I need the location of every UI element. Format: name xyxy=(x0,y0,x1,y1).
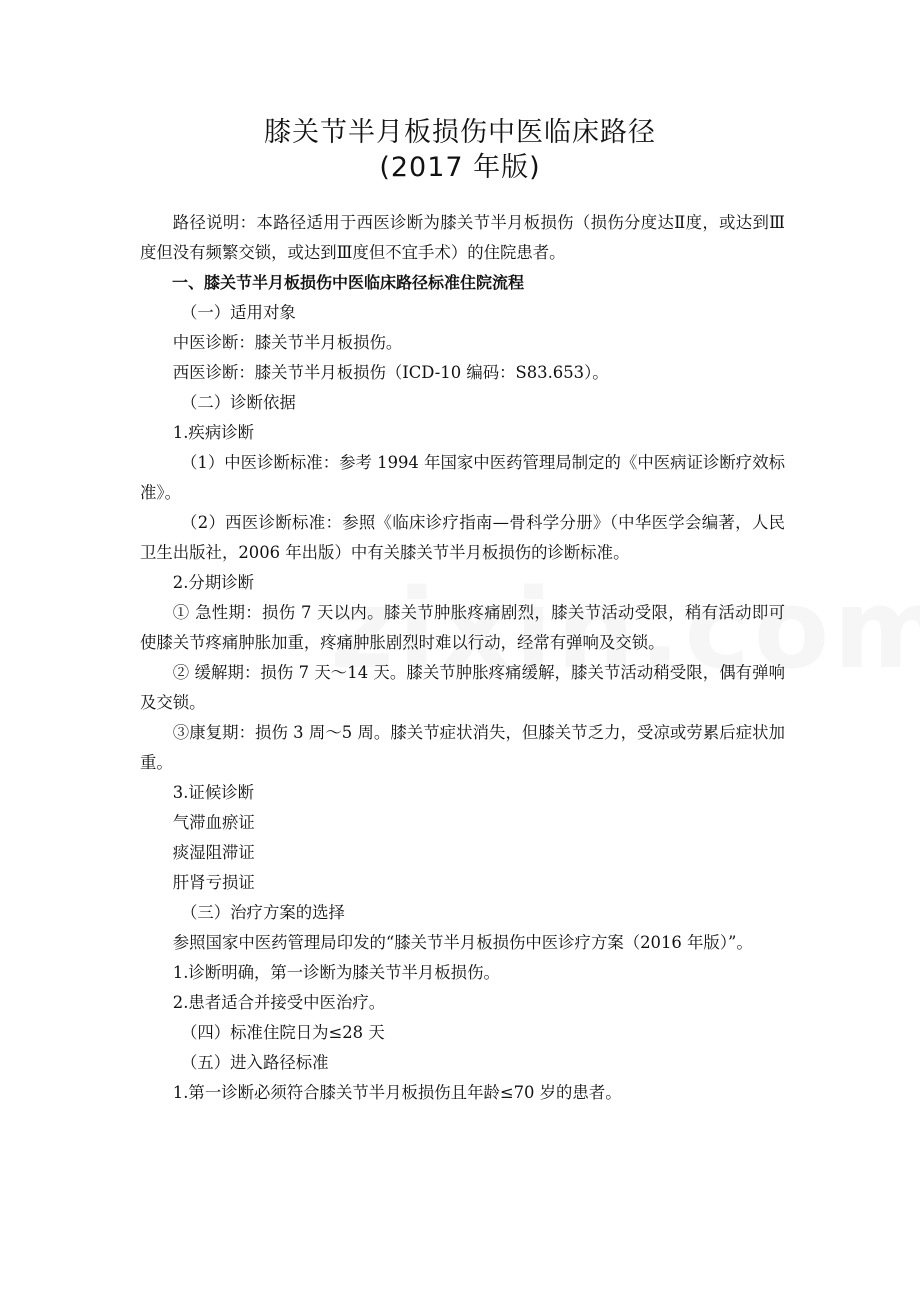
paragraph: 2.分期诊断 xyxy=(172,573,254,592)
paragraph: 中医诊断：膝关节半月板损伤。 xyxy=(172,333,403,352)
section-heading: 一、膝关节半月板损伤中医临床路径标准住院流程 xyxy=(172,273,525,292)
paragraph: 3.证候诊断 xyxy=(172,783,254,802)
paragraph: 痰湿阻滞证 xyxy=(172,843,255,862)
paragraph: （2）西医诊断标准：参照《临床诊疗指南—骨科学分册》（中华医学会编著，人民卫生出版社，2006 年出版）中有关膝关节半月板损伤的诊断标准。 xyxy=(140,513,785,562)
paragraph: 路径说明：本路径适用于西医诊断为膝关节半月板损伤（损伤分度达Ⅱ度，或达到Ⅲ度但没有频繁交锁，或达到Ⅲ度但不宜手术）的住院患者。 xyxy=(140,213,785,262)
paragraph: （三）治疗方案的选择 xyxy=(181,903,345,922)
paragraph: 1.第一诊断必须符合膝关节半月板损伤且年龄≤70 岁的患者。 xyxy=(172,1083,622,1102)
paragraph: 1.疾病诊断 xyxy=(172,423,254,442)
paragraph: 参照国家中医药管理局印发的“膝关节半月板损伤中医诊疗方案（2016 年版）”。 xyxy=(172,933,753,952)
paragraph: 1.诊断明确，第一诊断为膝关节半月板损伤。 xyxy=(172,963,500,982)
paragraph: 西医诊断：膝关节半月板损伤（ICD-10 编码：S83.653）。 xyxy=(172,363,609,382)
paragraph: （四）标准住院日为≤28 天 xyxy=(181,1023,385,1042)
document-subtitle: (2017 年版) xyxy=(379,152,541,183)
paragraph: （一）适用对象 xyxy=(181,303,296,322)
paragraph: 气滞血瘀证 xyxy=(172,813,255,832)
paragraph: ② 缓解期：损伤 7 天～14 天。膝关节肿胀疼痛缓解，膝关节活动稍受限，偶有弹响及交锁。 xyxy=(140,663,785,712)
document-body xyxy=(140,208,785,1108)
paragraph: （五）进入路径标准 xyxy=(181,1053,329,1072)
paragraph: （1）中医诊断标准：参考 1994 年国家中医药管理局制定的《中医病证诊断疗效标准》。 xyxy=(140,453,785,502)
paragraph: 2.患者适合并接受中医治疗。 xyxy=(172,993,386,1012)
paragraph: ① 急性期：损伤 7 天以内。膝关节肿胀疼痛剧烈，膝关节活动受限，稍有活动即可使膝关节疼痛肿胀加重，疼痛肿胀剧烈时难以行动，经常有弹响及交锁。 xyxy=(140,603,785,652)
paragraph: ③康复期：损伤 3 周～5 周。膝关节症状消失，但膝关节乏力，受凉或劳累后症状加重。 xyxy=(140,723,785,772)
paragraph: 肝肾亏损证 xyxy=(172,873,255,892)
paragraph: （二）诊断依据 xyxy=(181,393,296,412)
document-title: 膝关节半月板损伤中医临床路径 xyxy=(264,117,656,148)
